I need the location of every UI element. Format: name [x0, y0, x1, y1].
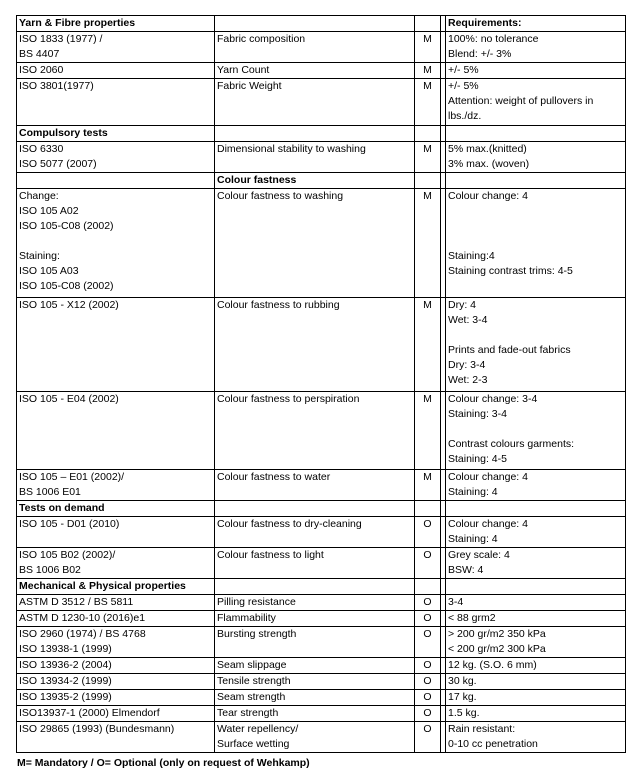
property-cell: Yarn Count — [215, 63, 415, 79]
test-method-cell: Change: ISO 105 A02 ISO 105-C08 (2002) Staining: ISO 105 A03 ISO 105-C08 (2002) — [17, 189, 215, 298]
empty-cell — [446, 501, 626, 517]
table-row — [17, 470, 626, 501]
test-method-cell: ISO 2960 (1974) / BS 4768 ISO 13938-1 (1999) — [17, 627, 215, 658]
table-row — [17, 189, 626, 298]
table-row — [17, 79, 626, 126]
mandatory-optional-cell: M — [415, 392, 441, 470]
empty-cell — [415, 501, 441, 517]
mandatory-optional-cell: O — [415, 595, 441, 611]
table-row — [17, 142, 626, 173]
property-cell: Water repellency/ Surface wetting — [215, 722, 415, 753]
mandatory-optional-cell: O — [415, 611, 441, 627]
property-cell: Colour fastness to light — [215, 548, 415, 579]
requirement-cell: Grey scale: 4 BSW: 4 — [446, 548, 626, 579]
table-row — [17, 611, 626, 627]
test-method-cell: ISO 13935-2 (1999) — [17, 690, 215, 706]
test-method-cell: ISO 105 - E04 (2002) — [17, 392, 215, 470]
subsection-title: Colour fastness — [215, 173, 415, 189]
section-title: Tests on demand — [17, 501, 215, 517]
test-method-cell: ISO 105 - X12 (2002) — [17, 298, 215, 392]
requirement-cell: 17 kg. — [446, 690, 626, 706]
mandatory-optional-cell: M — [415, 189, 441, 298]
section-header-row — [17, 16, 626, 32]
requirement-cell: Colour change: 3-4 Staining: 3-4 Contrast colours garments: Staining: 4-5 — [446, 392, 626, 470]
requirement-cell: 3-4 — [446, 595, 626, 611]
property-cell: Colour fastness to perspiration — [215, 392, 415, 470]
test-method-cell: ASTM D 3512 / BS 5811 — [17, 595, 215, 611]
test-method-cell: ISO 6330 ISO 5077 (2007) — [17, 142, 215, 173]
mandatory-optional-cell: O — [415, 517, 441, 548]
property-cell: Seam strength — [215, 690, 415, 706]
test-method-cell: ISO 105 – E01 (2002)/ BS 1006 E01 — [17, 470, 215, 501]
empty-cell — [215, 579, 415, 595]
mandatory-optional-cell: M — [415, 32, 441, 63]
table-row — [17, 722, 626, 753]
property-cell: Fabric Weight — [215, 79, 415, 126]
mandatory-optional-cell: O — [415, 627, 441, 658]
property-cell: Flammability — [215, 611, 415, 627]
table-row — [17, 706, 626, 722]
requirement-cell: 30 kg. — [446, 674, 626, 690]
requirement-cell: < 88 grm2 — [446, 611, 626, 627]
requirement-cell: 1.5 kg. — [446, 706, 626, 722]
requirements-table — [16, 15, 626, 753]
requirement-cell: 100%: no tolerance Blend: +/- 3% — [446, 32, 626, 63]
property-cell: Dimensional stability to washing — [215, 142, 415, 173]
mandatory-optional-cell: O — [415, 548, 441, 579]
table-row — [17, 548, 626, 579]
empty-cell — [215, 501, 415, 517]
mandatory-optional-cell: M — [415, 79, 441, 126]
requirement-cell: Dry: 4 Wet: 3-4 Prints and fade-out fabrics Dry: 3-4 Wet: 2-3 — [446, 298, 626, 392]
test-method-cell: ISO 105 B02 (2002)/ BS 1006 B02 — [17, 548, 215, 579]
table-row — [17, 32, 626, 63]
test-method-cell: ISO 105 - D01 (2010) — [17, 517, 215, 548]
table-row — [17, 690, 626, 706]
requirement-cell: Colour change: 4 Staining: 4 — [446, 470, 626, 501]
empty-cell — [215, 126, 415, 142]
section-header-row — [17, 579, 626, 595]
table-row — [17, 674, 626, 690]
property-cell: Colour fastness to dry-cleaning — [215, 517, 415, 548]
empty-cell — [415, 16, 441, 32]
property-cell: Fabric composition — [215, 32, 415, 63]
test-method-cell: ISO 13934-2 (1999) — [17, 674, 215, 690]
empty-cell — [415, 579, 441, 595]
requirement-cell: Rain resistant: 0-10 cc penetration — [446, 722, 626, 753]
section-title — [17, 173, 215, 189]
empty-cell — [446, 173, 626, 189]
property-cell: Tear strength — [215, 706, 415, 722]
mandatory-optional-cell: M — [415, 142, 441, 173]
section-header-row — [17, 173, 626, 189]
mandatory-optional-cell: O — [415, 706, 441, 722]
section-title: Mechanical & Physical properties — [17, 579, 215, 595]
empty-cell — [446, 126, 626, 142]
requirement-cell: Colour change: 4 Staining:4 Staining contrast trims: 4-5 — [446, 189, 626, 298]
test-method-cell: ISO 2060 — [17, 63, 215, 79]
test-method-cell: ISO 1833 (1977) / BS 4407 — [17, 32, 215, 63]
requirement-cell: > 200 gr/m2 350 kPa < 200 gr/m2 300 kPa — [446, 627, 626, 658]
table-row — [17, 392, 626, 470]
empty-cell — [415, 126, 441, 142]
section-title: Yarn & Fibre properties — [17, 16, 215, 32]
test-method-cell: ISO 29865 (1993) (Bundesmann) — [17, 722, 215, 753]
table-row — [17, 658, 626, 674]
mandatory-optional-cell: M — [415, 298, 441, 392]
table-row — [17, 63, 626, 79]
table-row — [17, 298, 626, 392]
test-method-cell: ISO 13936-2 (2004) — [17, 658, 215, 674]
legend-footnote: M= Mandatory / O= Optional (only on request of Wehkamp) — [17, 757, 310, 769]
property-cell: Colour fastness to water — [215, 470, 415, 501]
section-header-row — [17, 501, 626, 517]
mandatory-optional-cell: O — [415, 722, 441, 753]
property-cell: Colour fastness to rubbing — [215, 298, 415, 392]
mandatory-optional-cell: O — [415, 674, 441, 690]
requirement-cell: +/- 5% — [446, 63, 626, 79]
test-method-cell: ISO13937-1 (2000) Elmendorf — [17, 706, 215, 722]
section-header-row — [17, 126, 626, 142]
property-cell: Bursting strength — [215, 627, 415, 658]
section-title: Compulsory tests — [17, 126, 215, 142]
mandatory-optional-cell: O — [415, 690, 441, 706]
requirement-cell: Colour change: 4 Staining: 4 — [446, 517, 626, 548]
property-cell: Seam slippage — [215, 658, 415, 674]
property-cell: Pilling resistance — [215, 595, 415, 611]
empty-cell — [415, 173, 441, 189]
table-row — [17, 517, 626, 548]
test-method-cell: ISO 3801(1977) — [17, 79, 215, 126]
requirements-header: Requirements: — [446, 16, 626, 32]
mandatory-optional-cell: M — [415, 63, 441, 79]
empty-cell — [446, 579, 626, 595]
requirement-cell: 5% max.(knitted) 3% max. (woven) — [446, 142, 626, 173]
table-row — [17, 595, 626, 611]
property-cell: Colour fastness to washing — [215, 189, 415, 298]
empty-cell — [215, 16, 415, 32]
property-cell: Tensile strength — [215, 674, 415, 690]
test-method-cell: ASTM D 1230-10 (2016)e1 — [17, 611, 215, 627]
requirement-cell: +/- 5% Attention: weight of pullovers in lbs./dz. — [446, 79, 626, 126]
mandatory-optional-cell: M — [415, 470, 441, 501]
requirement-cell: 12 kg. (S.O. 6 mm) — [446, 658, 626, 674]
table-row — [17, 627, 626, 658]
mandatory-optional-cell: O — [415, 658, 441, 674]
